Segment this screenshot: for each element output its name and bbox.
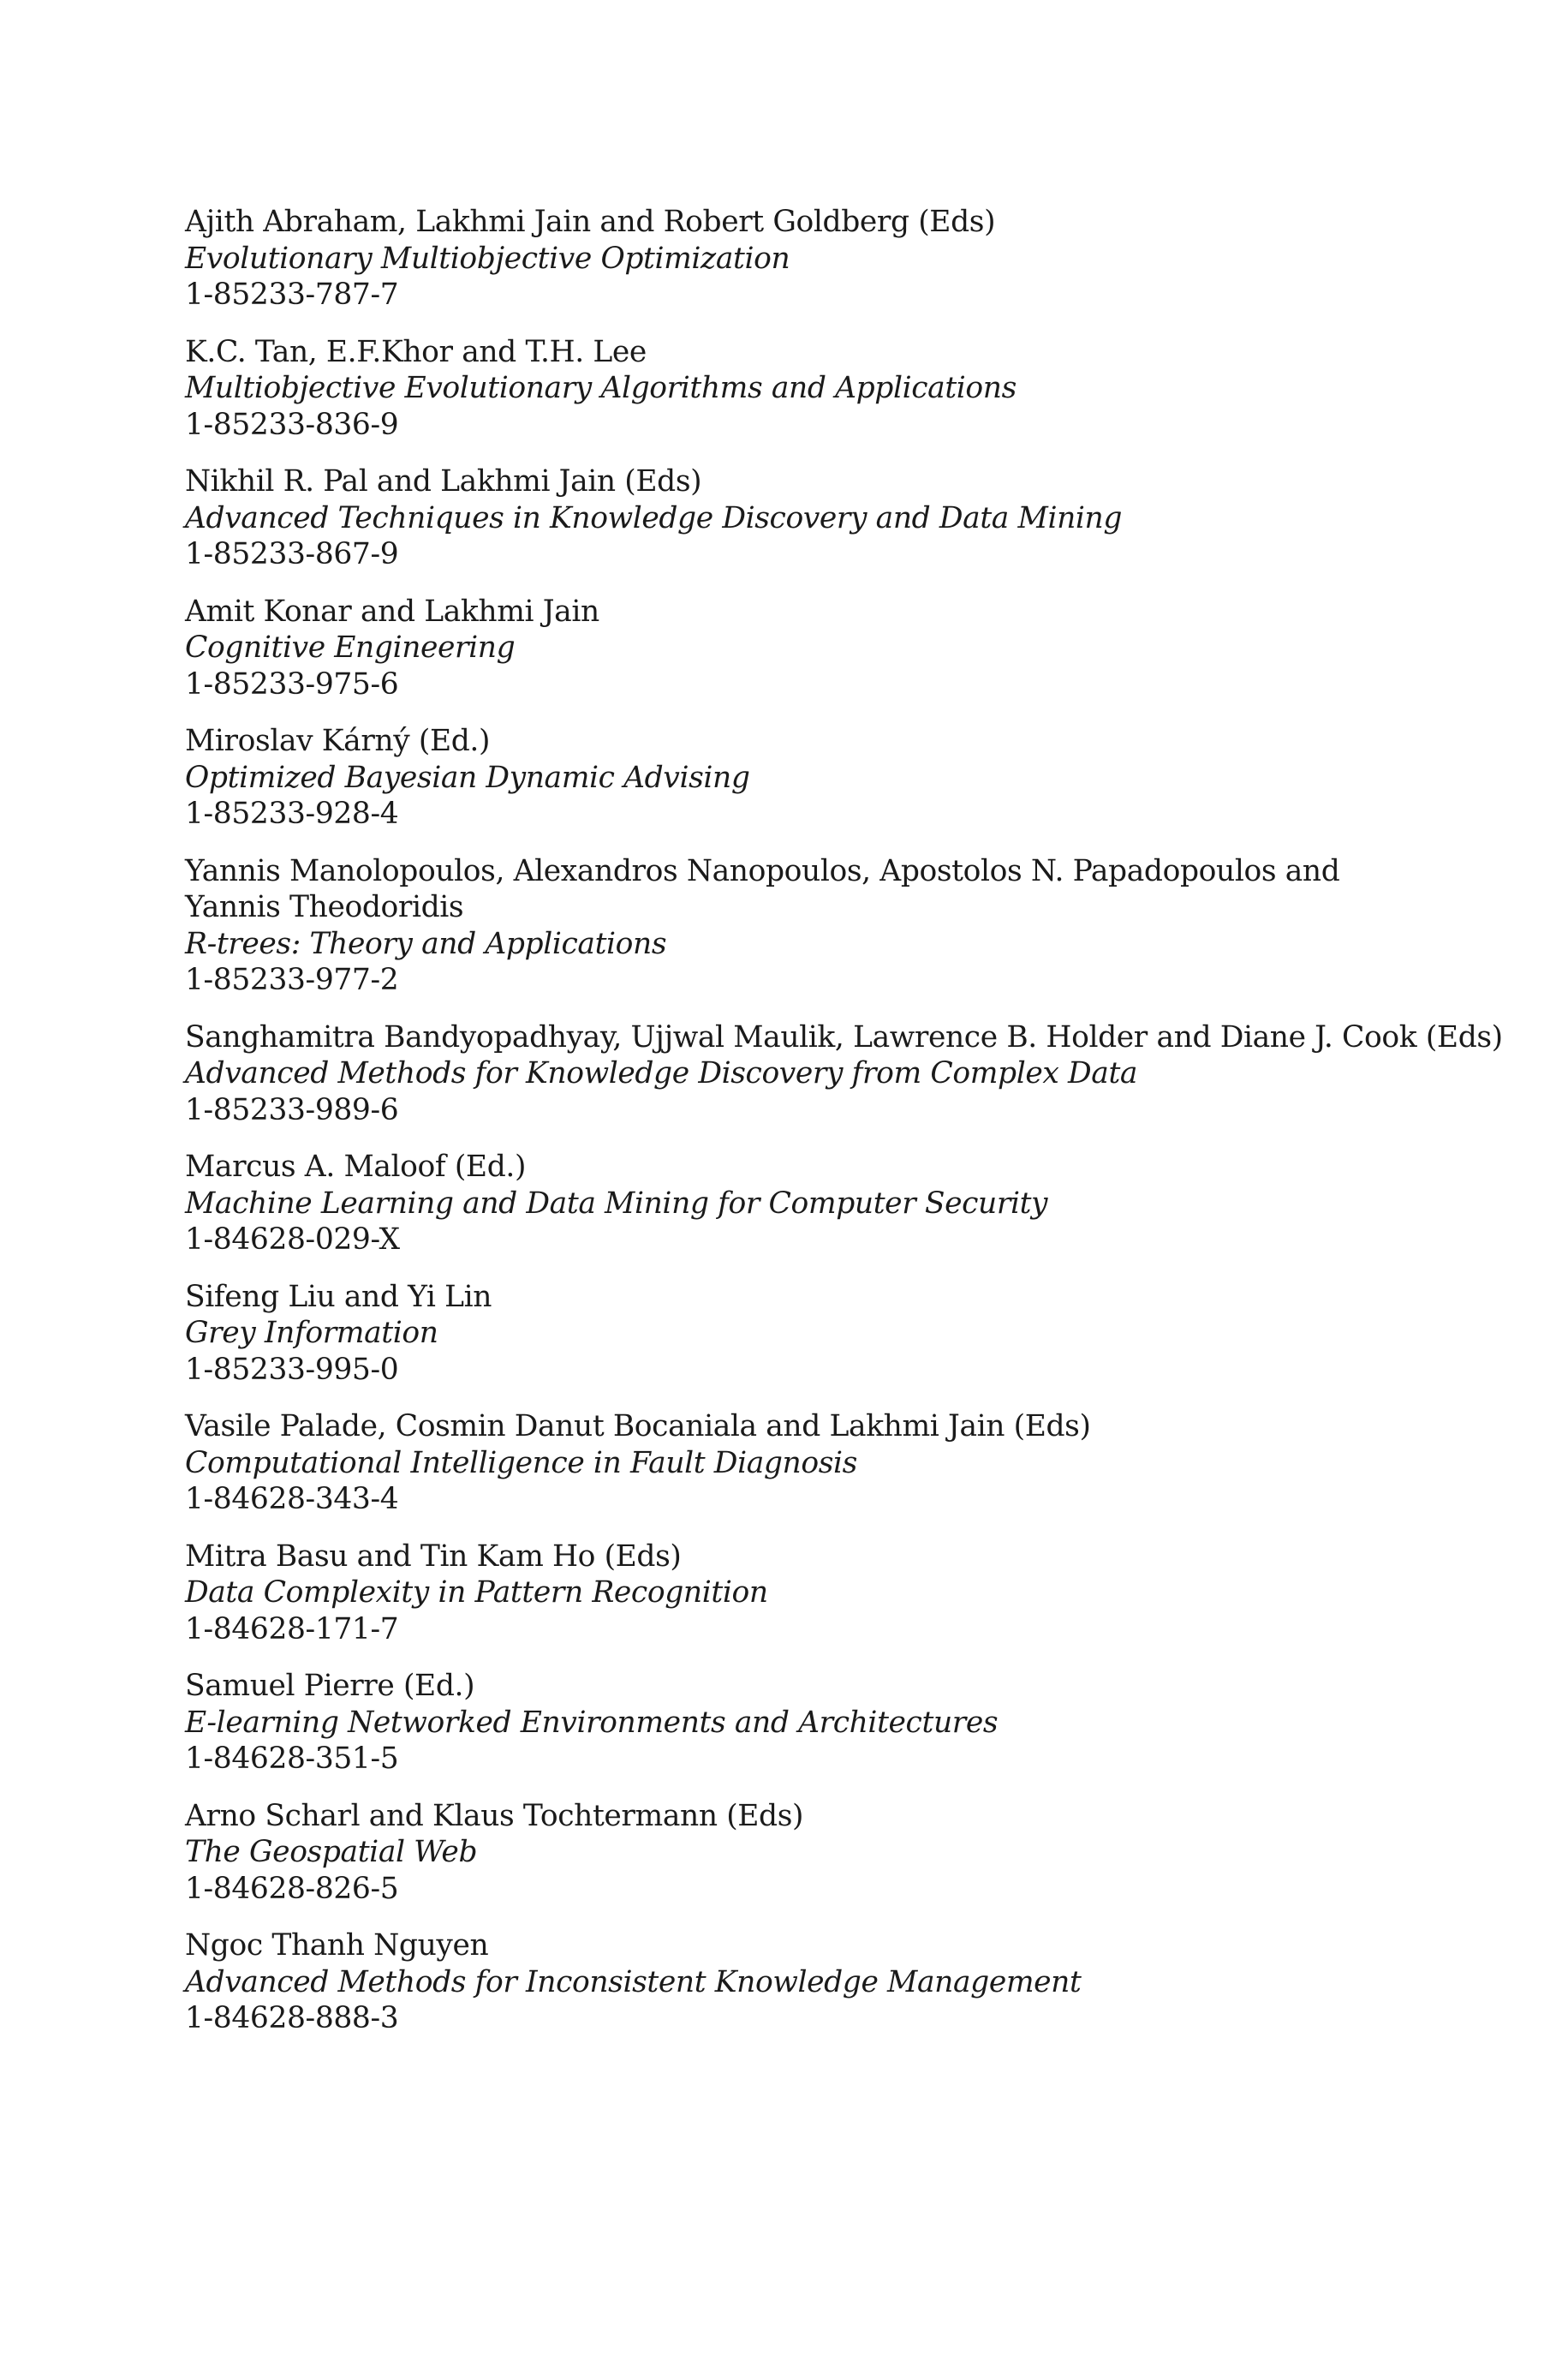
book-entry [185,334,1418,444]
book-entry [185,204,1418,314]
book-isbn: 1-85233-995-0 [185,1352,399,1387]
book-title: Evolutionary Multiobjective Optimization [185,241,790,276]
book-title: Cognitive Engineering [185,630,516,665]
book-authors: Samuel Pierre (Ed.) [185,1669,475,1703]
book-title: Optimized Bayesian Dynamic Advising [185,760,750,795]
book-title: Data Complexity in Pattern Recognition [185,1575,768,1610]
book-isbn: 1-85233-836-9 [185,407,399,442]
book-entry [185,853,1418,999]
book-authors: Sifeng Liu and Yi Lin [185,1279,492,1314]
book-title: Machine Learning and Data Mining for Computer Security [185,1186,1048,1221]
book-entry [185,1279,1418,1389]
book-title: Advanced Methods for Inconsistent Knowledge Management [185,1964,1082,1999]
book-entry [185,463,1418,573]
book-isbn: 1-85233-867-9 [185,537,399,571]
book-isbn: 1-84628-029-X [185,1222,400,1257]
book-title: Grey Information [185,1316,438,1350]
book-isbn: 1-84628-171-7 [185,1611,399,1646]
book-isbn: 1-84628-351-5 [185,1742,399,1776]
book-entry [185,1927,1418,2037]
book-title: Advanced Methods for Knowledge Discovery from Complex Data [185,1056,1138,1090]
book-entry [185,723,1418,833]
book-entry [185,1798,1418,1908]
book-entry [185,594,1418,703]
book-authors: Amit Konar and Lakhmi Jain [185,594,599,629]
book-authors: K.C. Tan, E.F.Khor and T.H. Lee [185,334,647,369]
book-authors: Nikhil R. Pal and Lakhmi Jain (Eds) [185,464,702,499]
book-title: R-trees: Theory and Applications [185,926,667,961]
book-authors: Arno Scharl and Klaus Tochtermann (Eds) [185,1798,804,1833]
book-entry [185,1408,1418,1518]
book-authors: Sanghamitra Bandyopadhyay, Ujjwal Maulik, Lawrence B. Holder and Diane J. Cook (Eds) [185,1019,1503,1055]
book-authors: Ngoc Thanh Nguyen [185,1928,489,1963]
book-isbn: 1-85233-787-7 [185,278,399,312]
book-authors: Vasile Palade, Cosmin Danut Bocaniala and Lakhmi Jain (Eds) [185,1409,1091,1443]
book-isbn: 1-84628-888-3 [185,2001,399,2035]
book-entry [185,1149,1418,1258]
book-authors: Ajith Abraham, Lakhmi Jain and Robert Goldberg (Eds) [185,205,996,239]
book-entry [185,1539,1418,1648]
book-title: The Geospatial Web [185,1835,478,1869]
book-authors-line1: Yannis Manolopoulos, Alexandros Nanopoulos, Apostolos N. Papadopoulos and [185,853,1340,888]
book-entry [185,1668,1418,1778]
book-authors: Marcus A. Maloof (Ed.) [185,1150,527,1184]
book-authors: Mitra Basu and Tin Kam Ho (Eds) [185,1539,682,1574]
book-isbn: 1-85233-928-4 [185,797,399,831]
book-isbn: 1-84628-343-4 [185,1482,399,1516]
book-entry [185,1019,1503,1129]
book-title: Computational Intelligence in Fault Diagnosis [185,1445,857,1480]
book-title: E-learning Networked Environments and Architectures [185,1705,999,1740]
book-isbn: 1-84628-826-5 [185,1871,399,1906]
book-list [185,204,1503,2058]
book-isbn: 1-85233-975-6 [185,666,399,702]
book-isbn: 1-85233-989-6 [185,1092,399,1127]
book-title: Multiobjective Evolutionary Algorithms and Applications [185,371,1017,405]
book-isbn: 1-85233-977-2 [185,963,399,997]
book-title: Advanced Techniques in Knowledge Discovery and Data Mining [185,500,1123,535]
book-authors: Miroslav Kárný (Ed.) [185,724,491,758]
book-authors-line2: Yannis Theodoridis [185,890,464,924]
